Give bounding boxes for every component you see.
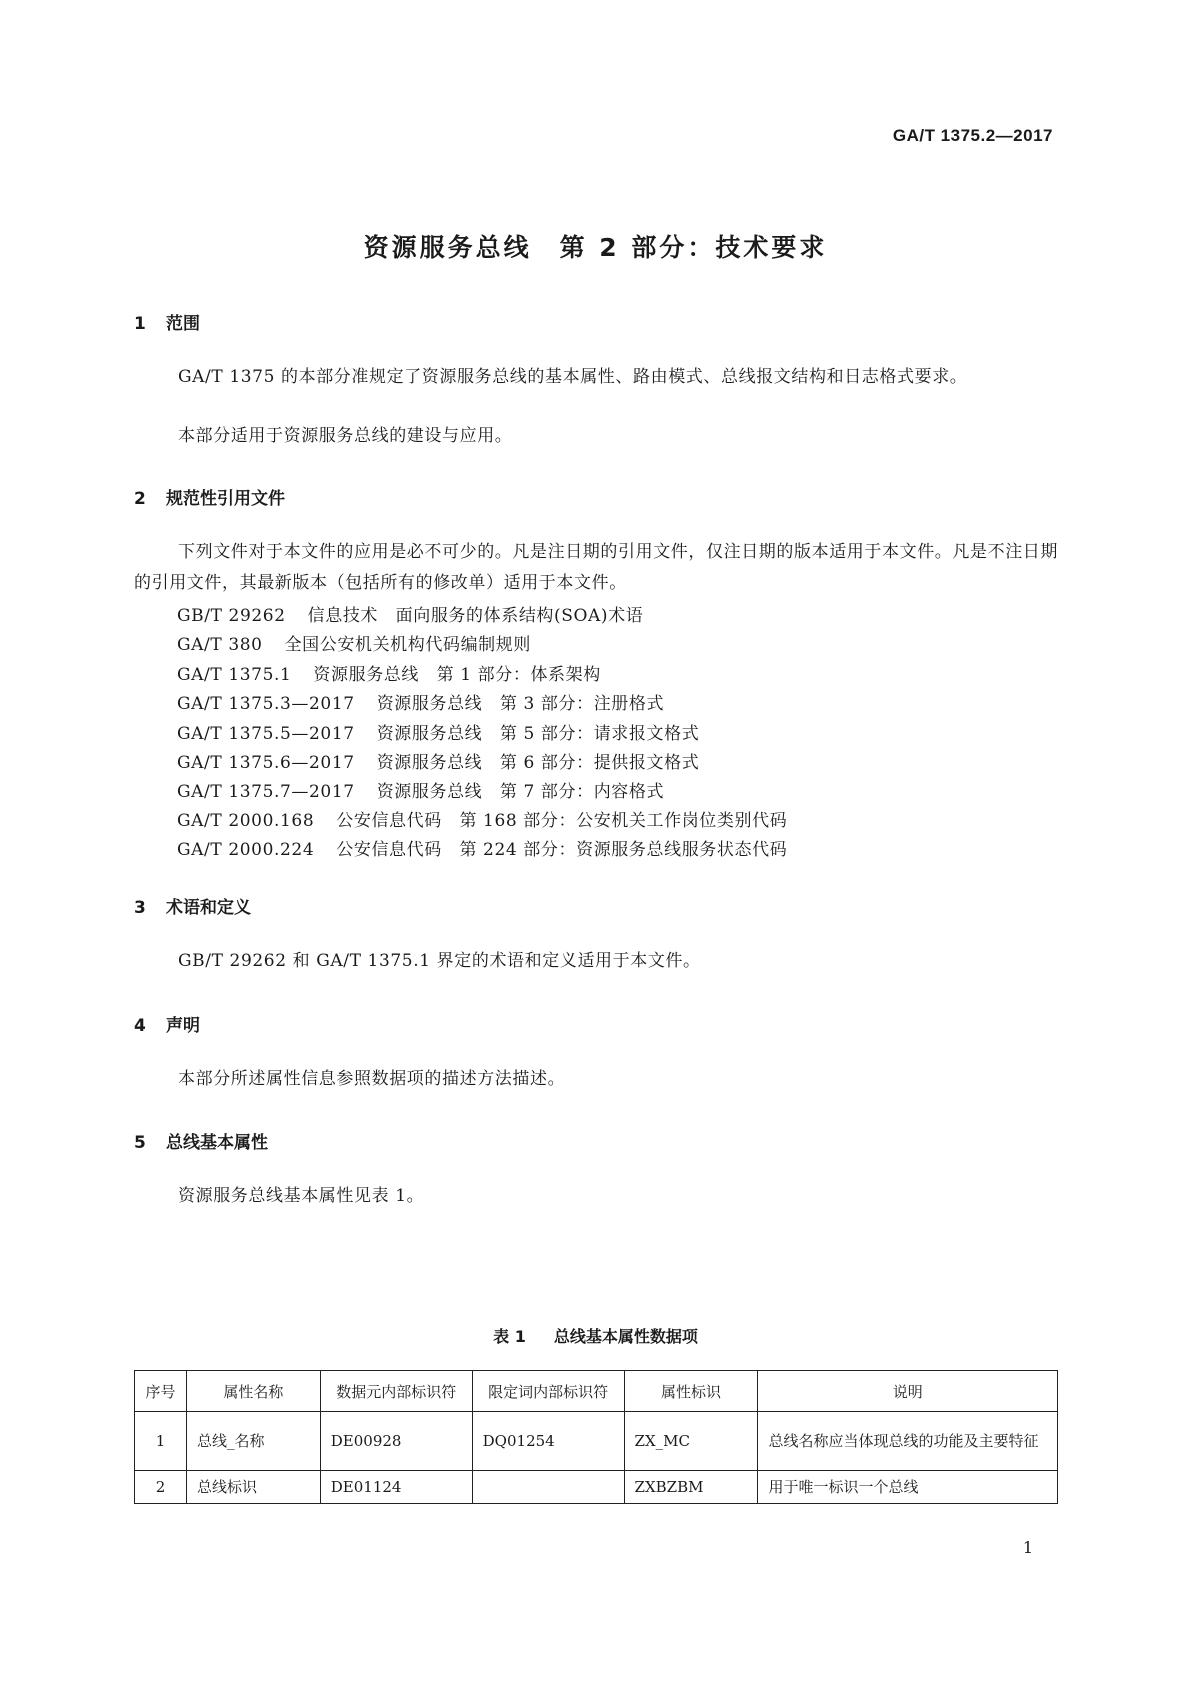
section-1-paragraph-2 [134, 421, 1058, 452]
reference-code: GA/T 1375.5—2017 [177, 724, 355, 744]
table-cell: 用于唯一标识一个总线 [758, 1471, 1058, 1504]
section-number: 3 [134, 898, 146, 918]
table-cell: ZXBZBM [624, 1471, 758, 1504]
section-5-heading [134, 1128, 268, 1153]
attributes-table [134, 1370, 1058, 1504]
section-title: 总线基本属性 [166, 1133, 268, 1153]
reference-code: GA/T 380 [177, 635, 263, 655]
section-2-heading [134, 484, 285, 509]
reference-title: 资源服务总线 第 1 部分：体系架构 [313, 665, 601, 685]
table-cell [472, 1471, 624, 1504]
table-cell: DQ01254 [472, 1412, 624, 1471]
paragraph-text: 资源服务总线基本属性见表 1。 [178, 1186, 425, 1206]
standard-number: GA/T 1375.2—2017 [892, 126, 1053, 145]
section-number: 1 [134, 314, 146, 334]
reference-code: GA/T 2000.224 [177, 840, 315, 860]
table-caption-title: 总线基本属性数据项 [553, 1327, 698, 1346]
table-cell: 总线名称应当体现总线的功能及主要特征 [758, 1412, 1058, 1471]
reference-item [177, 601, 643, 626]
reference-title: 全国公安机关机构代码编制规则 [284, 635, 531, 655]
reference-item [177, 689, 664, 714]
table-row [135, 1412, 1058, 1471]
paragraph-text: 下列文件对于本文件的应用是必不可少的。凡是注日期的引用文件，仅注日期的版本适用于本文件。凡是不注日期的引用文件，其最新版本（包括所有的修改单）适用于本文件。 [134, 542, 1058, 593]
section-3-heading [134, 893, 251, 918]
reference-item [177, 719, 699, 744]
reference-code: GA/T 1375.1 [177, 665, 292, 685]
section-title: 规范性引用文件 [166, 489, 285, 509]
section-title: 范围 [166, 314, 200, 334]
table-header-row [135, 1371, 1058, 1412]
column-header: 序号 [135, 1371, 187, 1412]
reference-code: GA/T 1375.6—2017 [177, 753, 355, 773]
table-row [135, 1471, 1058, 1504]
section-title: 术语和定义 [166, 898, 251, 918]
reference-code: GA/T 1375.7—2017 [177, 782, 355, 802]
section-4-heading [134, 1011, 200, 1036]
reference-code: GA/T 2000.168 [177, 811, 315, 831]
section-number: 2 [134, 489, 146, 509]
section-1-paragraph-1 [134, 362, 1058, 393]
reference-item [177, 748, 699, 773]
paragraph-text: 本部分适用于资源服务总线的建设与应用。 [178, 426, 513, 446]
column-header: 说明 [758, 1371, 1058, 1412]
column-header: 属性名称 [186, 1371, 320, 1412]
paragraph-text: GA/T 1375 的本部分准规定了资源服务总线的基本属性、路由模式、总线报文结构和日志格式要求。 [178, 367, 968, 387]
section-4-paragraph-1 [134, 1064, 1058, 1095]
table-cell: 2 [135, 1471, 187, 1504]
reference-title: 资源服务总线 第 7 部分：内容格式 [376, 782, 665, 802]
reference-item [177, 806, 787, 831]
column-header: 属性标识 [624, 1371, 758, 1412]
reference-item [177, 630, 531, 655]
reference-item [177, 835, 787, 860]
reference-title: 资源服务总线 第 5 部分：请求报文格式 [376, 724, 700, 744]
table-cell: DE01124 [320, 1471, 472, 1504]
paragraph-text: 本部分所述属性信息参照数据项的描述方法描述。 [178, 1069, 566, 1089]
table-cell: 总线标识 [186, 1471, 320, 1504]
reference-title: 公安信息代码 第 168 部分：公安机关工作岗位类别代码 [336, 811, 788, 831]
reference-title: 信息技术 面向服务的体系结构(SOA)术语 [307, 606, 644, 626]
section-2-paragraph-1 [134, 537, 1058, 599]
table-cell: 总线_名称 [186, 1412, 320, 1471]
reference-code: GA/T 1375.3—2017 [177, 694, 355, 714]
section-title: 声明 [166, 1016, 200, 1036]
table-caption [0, 1324, 1191, 1347]
document-title: 资源服务总线 第 2 部分：技术要求 [363, 233, 828, 262]
table-cell: ZX_MC [624, 1412, 758, 1471]
column-header: 限定词内部标识符 [472, 1371, 624, 1412]
column-header: 数据元内部标识符 [320, 1371, 472, 1412]
reference-item [177, 777, 664, 802]
reference-code: GB/T 29262 [177, 606, 286, 626]
paragraph-text: GB/T 29262 和 GA/T 1375.1 界定的术语和定义适用于本文件。 [178, 951, 701, 971]
reference-title: 资源服务总线 第 3 部分：注册格式 [376, 694, 665, 714]
page-number: 1 [1022, 1538, 1033, 1557]
section-3-paragraph-1 [134, 946, 1058, 977]
section-1-heading [134, 309, 200, 334]
table-cell: 1 [135, 1412, 187, 1471]
reference-title: 资源服务总线 第 6 部分：提供报文格式 [376, 753, 700, 773]
reference-title: 公安信息代码 第 224 部分：资源服务总线服务状态代码 [336, 840, 788, 860]
table-caption-label: 表 1 [493, 1327, 526, 1346]
section-5-paragraph-1 [134, 1181, 1058, 1212]
table-cell: DE00928 [320, 1412, 472, 1471]
reference-item [177, 660, 601, 685]
section-number: 4 [134, 1016, 146, 1036]
section-number: 5 [134, 1133, 146, 1153]
